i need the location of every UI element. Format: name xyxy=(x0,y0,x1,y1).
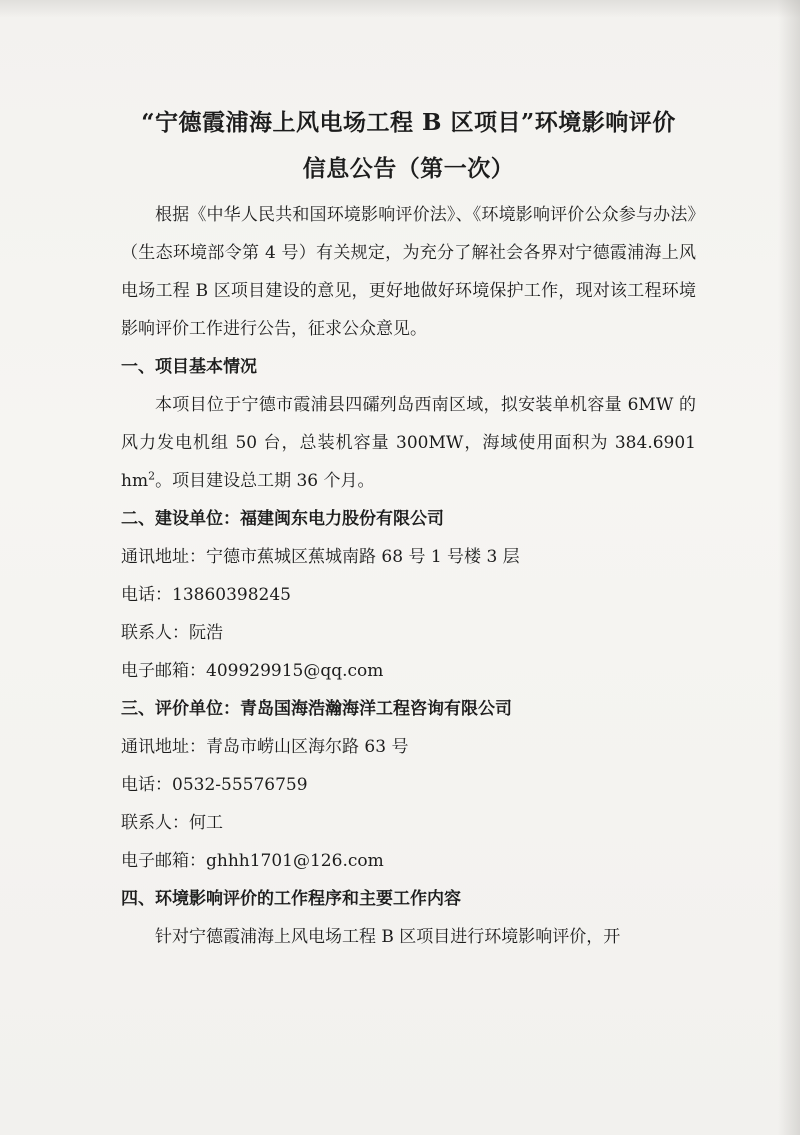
title-line-2: 信息公告（第一次） xyxy=(302,155,515,182)
section-1-body-text: 本项目位于宁德市霞浦县四礵列岛西南区域，拟安装单机容量 6MW 的风力发电机组 50 台，总装机容量 300MW，海域使用面积为 384.6901 hm xyxy=(121,395,696,491)
section-1-body xyxy=(121,386,696,500)
section-1-body-tail: 。项目建设总工期 36 个月。 xyxy=(155,471,375,491)
section-4-heading: 四、环境影响评价的工作程序和主要工作内容 xyxy=(121,889,461,909)
section-1-heading: 一、项目基本情况 xyxy=(121,357,257,377)
builder-contact: 联系人：阮浩 xyxy=(121,623,223,643)
assessor-email: 电子邮箱：ghhh1701@126.com xyxy=(121,851,384,871)
builder-email: 电子邮箱：409929915@qq.com xyxy=(121,661,384,681)
paper-shadow-right xyxy=(778,0,800,1135)
builder-address: 通讯地址：宁德市蕉城区蕉城南路 68 号 1 号楼 3 层 xyxy=(121,547,520,567)
intro-paragraph: 根据《中华人民共和国环境影响评价法》、《环境影响评价公众参与办法》（生态环境部令第 4 号）有关规定，为充分了解社会各界对宁德霞浦海上风电场工程 B 区项目建设的意见，更好地做好环境保护工作，现对该工程环境影响评价工作进行公告，征求公众意见。 xyxy=(121,205,696,339)
builder-phone: 电话：13860398245 xyxy=(121,585,291,605)
assessor-address: 通讯地址：青岛市崂山区海尔路 63 号 xyxy=(121,737,409,757)
section-2-heading: 二、建设单位：福建闽东电力股份有限公司 xyxy=(121,509,444,529)
document-body xyxy=(121,100,696,956)
section-4-body: 针对宁德霞浦海上风电场工程 B 区项目进行环境影响评价，开 xyxy=(155,927,621,947)
title-line-1: “宁德霞浦海上风电场工程 B 区项目”环境影响评价 xyxy=(141,109,676,136)
section-3-heading: 三、评价单位：青岛国海浩瀚海洋工程咨询有限公司 xyxy=(121,699,512,719)
area-unit-superscript: 2 xyxy=(148,469,156,483)
paper-shadow-top xyxy=(0,0,800,18)
assessor-contact: 联系人：何工 xyxy=(121,813,223,833)
assessor-phone: 电话：0532-55576759 xyxy=(121,775,308,795)
